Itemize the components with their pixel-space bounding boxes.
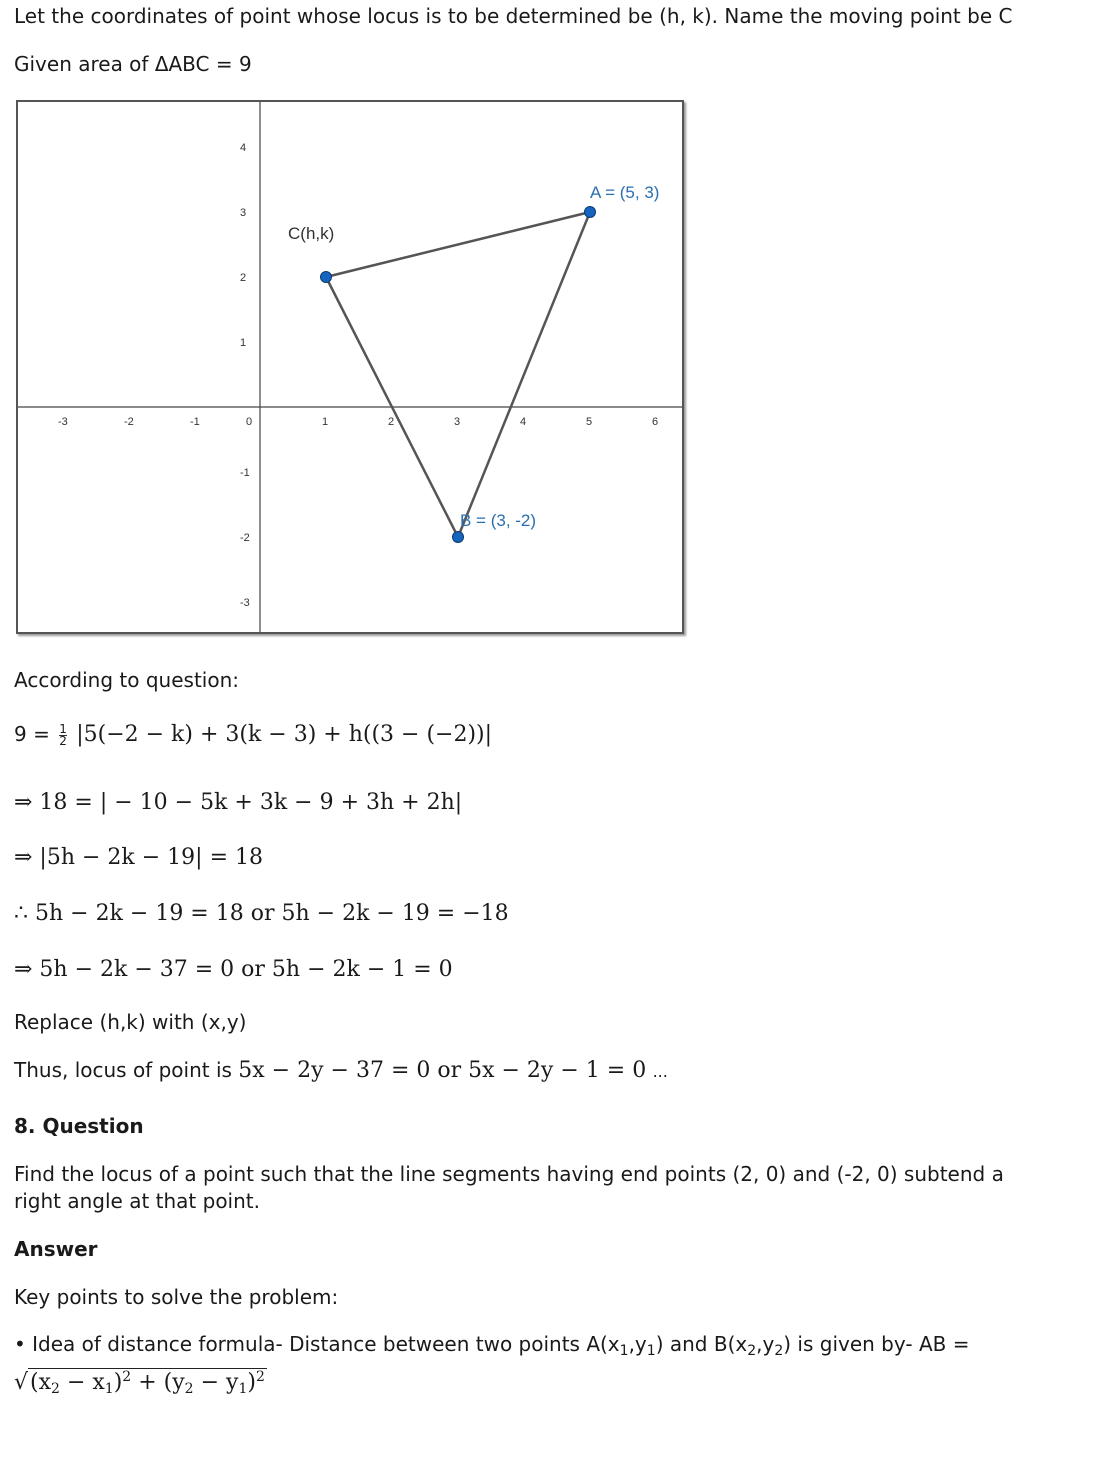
- intro-line-2: Given area of ΔABC = 9: [14, 52, 252, 76]
- distance-formula: [14, 1368, 267, 1397]
- sqrt-y1: − y: [193, 1370, 239, 1395]
- bullet-text-d: ,y: [756, 1332, 775, 1356]
- x-tick-label: 1: [322, 416, 329, 428]
- conclusion-ellipsis: ...: [652, 1062, 668, 1081]
- sqrt-sup-x: 2: [122, 1369, 132, 1385]
- graph-svg: [18, 102, 682, 632]
- sqrt-sup-y: 2: [255, 1369, 265, 1385]
- replace-line: Replace (h,k) with (x,y): [14, 1010, 247, 1034]
- solution-heading: According to question:: [14, 668, 239, 692]
- point-c: [321, 272, 332, 283]
- question-text-1: Find the locus of a point such that the line segments having end points (2, 0) and (-2, 0) subtend a: [14, 1162, 1004, 1186]
- sub-y1: 1: [646, 1343, 656, 1359]
- sqrt-symbol: √: [14, 1370, 29, 1395]
- y-tick-label: 3: [240, 207, 247, 219]
- x-tick-label: 0: [246, 416, 253, 428]
- conclusion-text: Thus, locus of point is: [14, 1058, 232, 1082]
- conclusion-line: [14, 1058, 668, 1083]
- equation-1-body: |5(−2 − k) + 3(k − 3) + h((3 − (−2))|: [76, 722, 493, 747]
- x-tick-label: 6: [652, 416, 659, 428]
- intro-line-1: Let the coordinates of point whose locus is to be determined be (h, k). Name the moving point be C: [14, 4, 1013, 28]
- bullet-text-c: ) and B(x: [655, 1332, 748, 1356]
- equation-1-lhs: 9 =: [14, 722, 50, 746]
- sqrt-sub-x2: 2: [51, 1381, 60, 1397]
- point-b: [453, 532, 464, 543]
- sqrt-close-y: ): [247, 1370, 256, 1395]
- sqrt-sub-y2: 2: [184, 1381, 194, 1397]
- question-heading: 8. Question: [14, 1114, 144, 1138]
- sqrt-body: [28, 1368, 267, 1397]
- key-points-heading: Key points to solve the problem:: [14, 1285, 339, 1309]
- sqrt-sub-y1: 1: [238, 1381, 248, 1397]
- equation-3: ⇒ |5h − 2k − 19| = 18: [14, 845, 263, 870]
- x-tick-label: -1: [190, 416, 200, 428]
- frac-num: 1: [59, 722, 67, 736]
- x-tick-label: 3: [454, 416, 461, 428]
- conclusion-math: 5x − 2y − 37 = 0 or 5x − 2y − 1 = 0: [238, 1058, 647, 1083]
- equation-1: [14, 722, 492, 747]
- y-tick-label: -2: [240, 532, 250, 544]
- equation-4: ∴ 5h − 2k − 19 = 18 or 5h − 2k − 19 = −18: [14, 901, 509, 926]
- bullet-distance-formula: [14, 1332, 969, 1359]
- sqrt-sub-x1: 1: [104, 1381, 114, 1397]
- sub-x2: 2: [747, 1343, 757, 1359]
- label-point-b: B = (3, -2): [460, 511, 537, 530]
- sub-x1: 1: [619, 1343, 629, 1359]
- y-tick-label: 4: [240, 142, 247, 154]
- label-point-a: A = (5, 3): [590, 183, 660, 202]
- coordinate-graph: [16, 100, 684, 634]
- sqrt-x2: (x: [30, 1370, 52, 1395]
- equation-2: ⇒ 18 = | − 10 − 5k + 3k − 9 + 3h + 2h|: [14, 790, 463, 815]
- x-tick-label: -2: [124, 416, 134, 428]
- side-ca: [326, 212, 590, 277]
- sqrt-y2: + (y: [131, 1370, 185, 1395]
- answer-heading: Answer: [14, 1237, 98, 1261]
- y-tick-label: -1: [240, 467, 250, 479]
- x-tick-label: 5: [586, 416, 593, 428]
- sub-y2: 2: [774, 1343, 784, 1359]
- y-tick-label: -3: [240, 597, 250, 609]
- sqrt-x1: − x: [59, 1370, 105, 1395]
- bullet-text-e: ) is given by- AB =: [783, 1332, 970, 1356]
- x-tick-label: 4: [520, 416, 527, 428]
- equation-5: ⇒ 5h − 2k − 37 = 0 or 5h − 2k − 1 = 0: [14, 957, 453, 982]
- question-text-2: right angle at that point.: [14, 1189, 260, 1213]
- y-tick-label: 1: [240, 337, 247, 349]
- bullet-text-a: • Idea of distance formula- Distance between two points A(x: [14, 1332, 620, 1356]
- x-tick-label: 2: [388, 416, 395, 428]
- sqrt-close-x: ): [113, 1370, 123, 1395]
- x-tick-label: -3: [58, 416, 68, 428]
- bullet-text-b: ,y: [628, 1332, 647, 1356]
- point-a: [585, 207, 596, 218]
- y-tick-label: 2: [240, 272, 247, 284]
- frac-den: 2: [59, 734, 67, 748]
- side-ab: [458, 212, 593, 537]
- label-point-c: C(h,k): [288, 224, 335, 243]
- half-fraction: [59, 724, 67, 747]
